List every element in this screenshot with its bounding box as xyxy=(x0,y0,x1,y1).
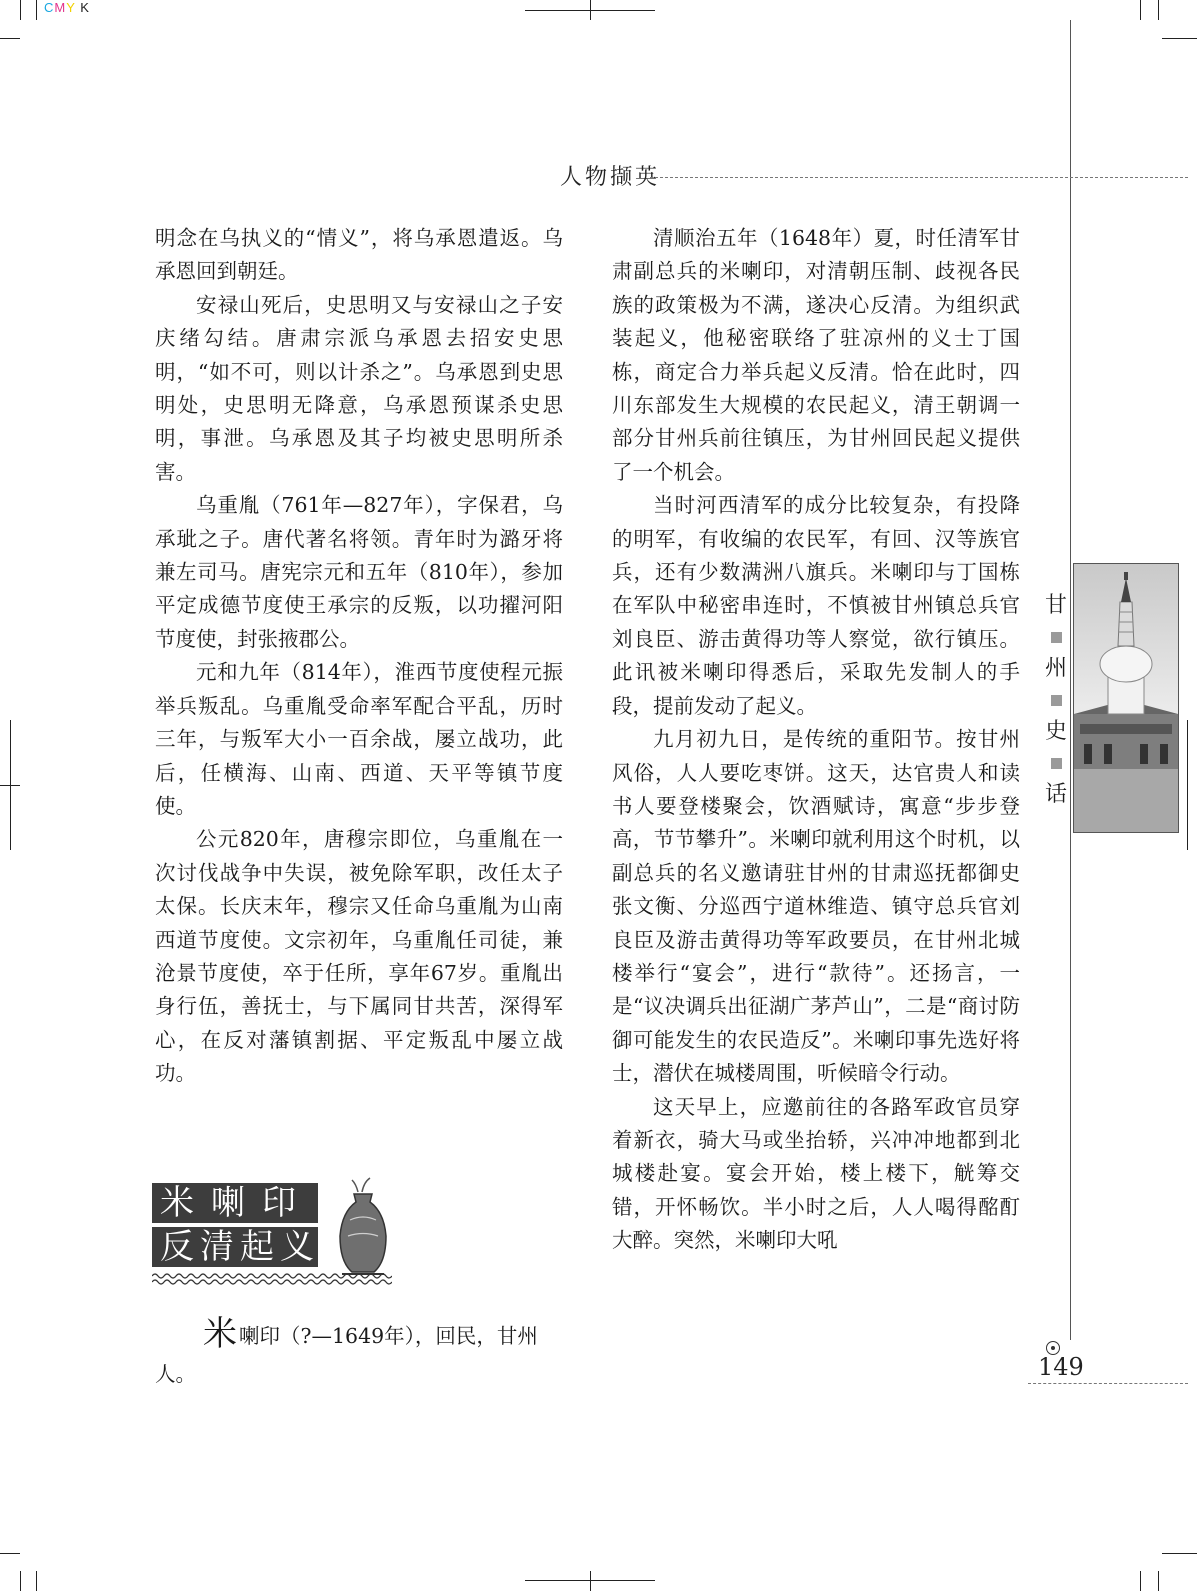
footer-dashed-rule xyxy=(1028,1383,1188,1384)
paragraph: 清顺治五年（1648年）夏，时任清军甘肃副总兵的米喇印，对清朝压制、歧视各民族的政策极为不满，遂决心反清。为组织武装起义，他秘密联络了驻凉州的义士丁国栋，商定合力举兵起义反清。恰在此时，四川东部发生大规模的农民起义，清王朝调一部分甘州兵前往镇压，为甘州回民起义提供了一个机会。 xyxy=(612,226,1020,484)
crop-mark xyxy=(1158,1571,1159,1591)
crop-mark xyxy=(36,1571,37,1591)
section-title-line1: 米喇印 xyxy=(152,1183,318,1223)
paragraph: 元和九年（814年），淮西节度使程元振举兵叛乱。乌重胤受命率军配合平乱，历时三年，与叛军大小一百余战，屡立战功，此后，任横海、山南、西道、天平等镇节度使。 xyxy=(155,660,563,818)
crop-mark xyxy=(1140,0,1141,20)
intro-text: 喇印（?—1649年），回民，甘州人。 xyxy=(155,1324,538,1386)
tab-char: 甘 xyxy=(1044,593,1067,618)
pagoda-photo xyxy=(1073,563,1179,833)
crop-mark xyxy=(0,1553,20,1554)
square-separator xyxy=(1051,632,1062,643)
crop-mark xyxy=(20,1571,21,1591)
running-title: 人物撷英 xyxy=(560,165,661,190)
crop-mark xyxy=(590,1571,591,1591)
crop-mark xyxy=(1162,1553,1197,1554)
drop-cap: 米 xyxy=(203,1314,237,1354)
left-column xyxy=(155,222,563,1091)
square-separator xyxy=(1051,695,1062,706)
margin-rule xyxy=(1070,20,1071,1340)
paragraph: 这天早上，应邀前往的各路军政官员穿着新衣，骑大马或坐抬轿，兴冲冲地都到北城楼赴宴。宴会开始，楼上楼下，觥筹交错，开怀畅饮。半小时之后，人人喝得酩酊大醉。突然，米喇印大吼 xyxy=(612,1094,1020,1253)
crop-mark xyxy=(1158,0,1159,20)
paragraph: 明念在乌执义的“情义”，将乌承恩遣返。乌承恩回到朝廷。 xyxy=(155,226,563,284)
crop-mark xyxy=(36,0,37,20)
crop-mark xyxy=(590,0,591,20)
book-title-tab xyxy=(1042,590,1070,811)
tab-char: 史 xyxy=(1044,719,1067,744)
crop-mark xyxy=(20,0,21,20)
cmyk-registration: CMY K xyxy=(44,0,90,15)
crop-mark xyxy=(0,38,20,39)
tab-char: 州 xyxy=(1044,656,1067,681)
square-separator xyxy=(1051,758,1062,769)
paragraph: 公元820年，唐穆宗即位，乌重胤在一次讨伐战争中失误，被免除军职，改任太子太保。长庆末年，穆宗又任命乌重胤为山南西道节度使。文宗初年，乌重胤任司徒，兼沧景节度使，卒于任所，享年67岁。重胤出身行伍，善抚士，与下属同甘共苦，深得军心，在反对藩镇割据、平定叛乱中屡立战功。 xyxy=(155,827,563,1086)
page-number: 149 xyxy=(1038,1353,1084,1381)
tab-char: 话 xyxy=(1044,782,1067,807)
paragraph: 九月初九日，是传统的重阳节。按甘州风俗，人人要吃枣饼。这天，达官贵人和读书人要登楼聚会，饮酒赋诗，寓意“步步登高，节节攀升”。米喇印就利用这个时机，以副总兵的名义邀请驻甘州的甘肃巡抚都御史张文衡、分巡西宁道林维造、镇守总兵官刘良臣及游击黄得功等军政要员，在甘州北城楼举行“宴会”，进行“款待”。还扬言，一是“议决调兵出征湖广茅芦山”，二是“商讨防御可能发生的农民造反”。米喇印事先选好将士，潜伏在城楼周围，听候暗令行动。 xyxy=(612,727,1020,1086)
crop-mark xyxy=(1187,720,1188,850)
vase-illustration xyxy=(328,1170,398,1280)
paragraph: 乌重胤（761年—827年），字保君，乌承玼之子。唐代著名将领。青年时为潞牙将兼左司马。唐宪宗元和五年（810年），参加平定成德节度使王承宗的反叛，以功擢河阳节度使，封张掖郡公。 xyxy=(155,493,563,651)
section-intro xyxy=(155,1315,563,1393)
crop-mark xyxy=(1140,1571,1141,1591)
section-title-line2: 反清起义 xyxy=(152,1227,318,1267)
header-dashed-rule xyxy=(650,177,1188,178)
crop-mark xyxy=(0,785,20,786)
crop-mark xyxy=(1162,38,1197,39)
paragraph: 安禄山死后，史思明又与安禄山之子安庆绪勾结。唐肃宗派乌承恩去招安史思明，“如不可，则以计杀之”。乌承恩到史思明处，史思明无降意，乌承恩预谋杀史思明，事泄。乌承恩及其子均被史思明所杀害。 xyxy=(155,292,563,484)
paragraph: 当时河西清军的成分比较复杂，有投降的明军，有收编的农民军，有回、汉等族官兵，还有少数满洲八旗兵。米喇印与丁国栋在军队中秘密串连时，不慎被甘州镇总兵官刘良臣、游击黄得功等人察觉，欲行镇压。此讯被米喇印得悉后，采取先发制人的手段，提前发动了起义。 xyxy=(612,493,1020,718)
right-column xyxy=(612,222,1020,1258)
